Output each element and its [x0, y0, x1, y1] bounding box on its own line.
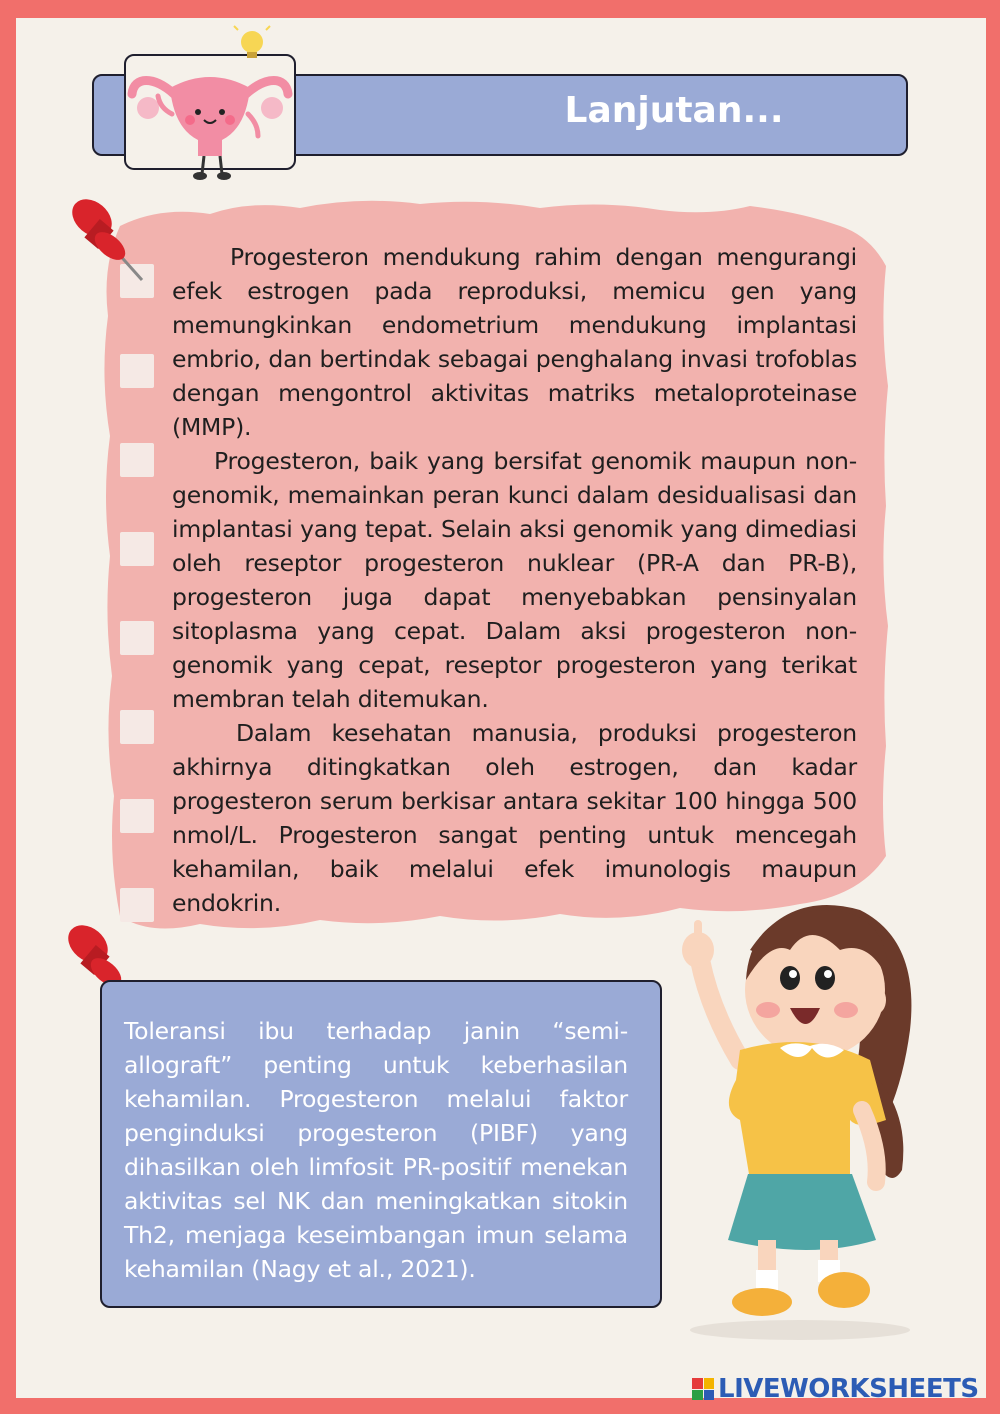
- checkbox[interactable]: [120, 710, 154, 744]
- mascot-legs-icon: [182, 156, 242, 196]
- checkbox[interactable]: [120, 354, 154, 388]
- mascot-frame: [124, 54, 296, 170]
- main-text-block: [172, 240, 857, 920]
- pushpin-icon: [62, 196, 152, 286]
- logo-text: LIVEWORKSHEETS: [718, 1374, 979, 1404]
- paragraph: Progesteron, baik yang bersifat genomik maupun non-genomik, memainkan peran kunci dalam desidualisasi dan implantasi yang tepat. Selain aksi genomik yang dimediasi oleh reseptor progesteron nuklear (PR-A dan PR-B), progesteron juga dapat menyebabkan pensinyalan sitoplasma yang cepat. Dalam aksi progesteron non-genomik yang cepat, reseptor progesteron yang terikat membran telah ditemukan.: [172, 447, 857, 713]
- checkbox[interactable]: [120, 799, 154, 833]
- note-text: Toleransi ibu terhadap janin “semi-allograft” penting untuk keberhasilan kehamilan. Progesteron melalui faktor penginduksi progesteron (PIBF) yang dihasilkan oleh limfosit PR-positif menekan aktivitas sel NK dan meningkatkan sitokin Th2, menjaga keseimbangan imun selama kehamilan (Nagy et al., 2021).: [124, 1017, 628, 1283]
- checkbox[interactable]: [120, 532, 154, 566]
- paragraph: Dalam kesehatan manusia, produksi progesteron akhirnya ditingkatkan oleh estrogen, dan kadar progesteron serum berkisar antara sekitar 100 hingga 500 nmol/L. Progesteron sangat penting untuk mencegah kehamilan, baik melalui efek imunologis maupun endokrin.: [172, 719, 857, 917]
- girl-pointing-illustration-icon: [640, 890, 930, 1340]
- checkbox[interactable]: [120, 621, 154, 655]
- liveworksheets-logo: [692, 1374, 979, 1404]
- checkbox[interactable]: [120, 888, 154, 922]
- note-box: [100, 980, 662, 1308]
- uterus-mascot-icon: [124, 16, 296, 156]
- checkbox[interactable]: [120, 443, 154, 477]
- paragraph: Progesteron mendukung rahim dengan mengurangi efek estrogen pada reproduksi, memicu gen yang memungkinkan endometrium mendukung implantasi embrio, dan bertindak sebagai penghalang invasi trofoblas dengan mengontrol aktivitas matriks metaloproteinase (MMP).: [172, 243, 857, 441]
- logo-grid-icon: [692, 1378, 714, 1400]
- page-title: Lanjutan...: [564, 90, 784, 131]
